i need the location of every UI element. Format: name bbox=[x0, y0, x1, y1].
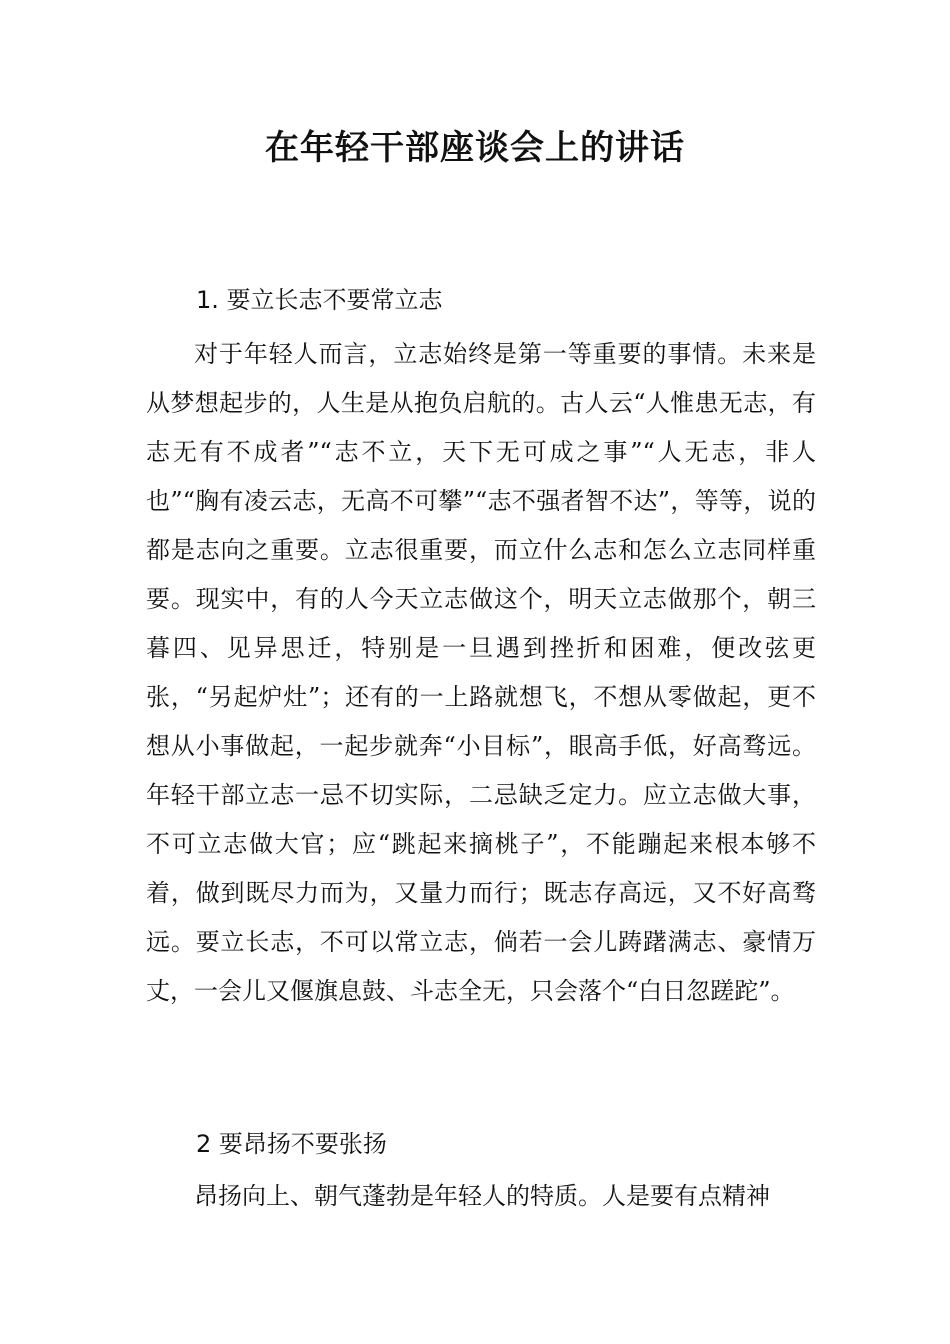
document-title: 在年轻干部座谈会上的讲话 bbox=[265, 128, 685, 168]
section-heading-1: 1. 要立长志不要常立志 bbox=[196, 286, 443, 314]
section-heading-2: 2 要昂扬不要张扬 bbox=[196, 1130, 387, 1158]
section-paragraph-2: 昂扬向上、朝气蓬勃是年轻人的特质。人是要有点精神 bbox=[194, 1182, 770, 1210]
section-paragraph-1: 对于年轻人而言，立志始终是第一等重要的事情。未来是从梦想起步的，人生是从抱负启航的。古人云“人惟患无志，有志无有不成者”“志不立，天下无可成之事”“人无志，非人也”“胸有凌云志，无高不可攀”“志不强者智不达”，等等，说的都是志向之重要。立志很重要，而立什么志和怎么立志同样重要。现实中，有的人今天立志做这个，明天立志做那个，朝三暮四、见异思迁，特别是一旦遇到挫折和困难，便改弦更张，“另起炉灶”；还有的一上路就想飞，不想从零做起，更不想从小事做起，一起步就奔“小目标”，眼高手低，好高骛远。年轻干部立志一忌不切实际，二忌缺乏定力。应立志做大事，不可立志做大官；应“跳起来摘桃子”，不能蹦起来根本够不着，做到既尽力而为，又量力而行；既志存高远，又不好高骛远。要立长志，不可以常立志，倘若一会儿踌躇满志、豪情万丈，一会儿又偃旗息鼓、斗志全无，只会落个“白日忽蹉跎”。 bbox=[146, 340, 816, 1005]
